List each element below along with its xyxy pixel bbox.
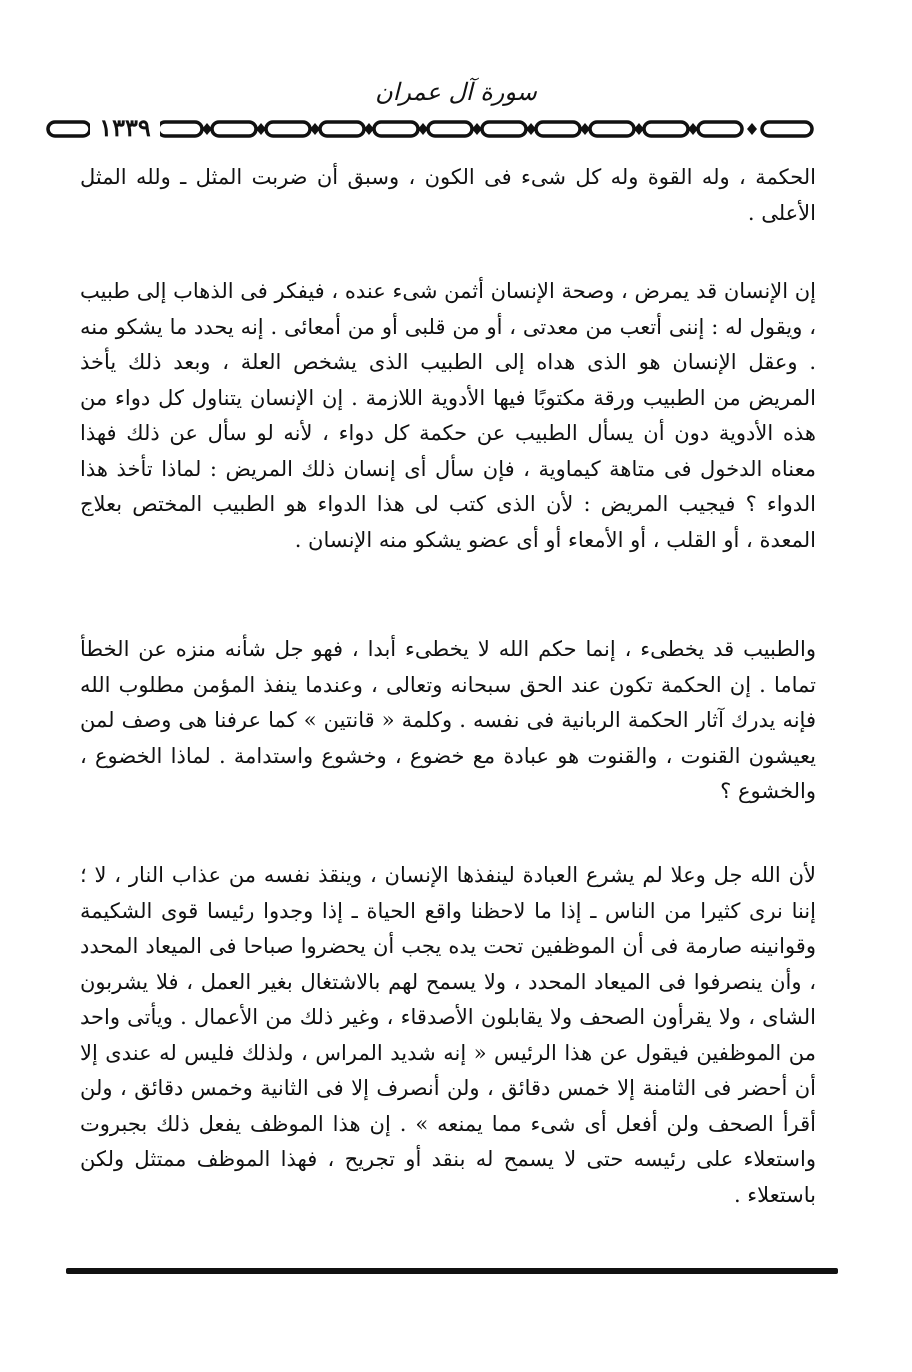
paragraph-2: إن الإنسان قد يمرض ، وصحة الإنسان أثمن شىء عنده ، فيفكر فى الذهاب إلى طبيب ، ويقول له : إننى أتعب من معدتى ، أو من قلبى أو من أمعائى . إنه يحدد ما يشكو منه . وعقل الإنسان هو الذى هداه إلى الطبيب الذى يشخص العلة ، وبعد ذلك يأخذ المريض من الطبيب ورقة مكتوبًا فيها الأدوية اللازمة . إن الإنسان يتناول كل دواء من هذه الأدوية دون أن يسأل الطبيب عن حكمة كل دواء ، لأنه لو سأل عن ذلك فهذا معناه الدخول فى متاهة كيماوية ، فإن سأل أى إنسان ذلك المريض : لماذا تأخذ هذا الدواء ؟ فيجيب المريض : لأن الذى كتب لى هذا الدواء هو الطبيب المختص بعلاج المعدة ، أو القلب ، أو الأمعاء أو أى عضو يشكو منه الإنسان . bbox=[80, 279, 816, 552]
surah-title: سورة آل عمران bbox=[375, 78, 537, 106]
paragraph-3: والطبيب قد يخطىء ، إنما حكم الله لا يخطىء أبدا ، فهو جل شأنه منزه عن الخطأ تماما . إن الحكمة تكون عند الحق سبحانه وتعالى ، وعندما ينفذ المؤمن مطلوب الله فإنه يدرك آثار الحكمة الربانية فى نفسه . وكلمة « قانتين » كما عرفنا هى وصف لمن يعيشون القنوت ، والقنوت هو عبادة مع خضوع ، وخشوع واستدامة . لماذا الخضوع ، والخشوع ؟ bbox=[80, 637, 816, 803]
page-number: ١٣٣٩ bbox=[90, 113, 160, 143]
paragraph-1: الحكمة ، وله القوة وله كل شىء فى الكون ، وسبق أن ضربت المثل ـ ولله المثل الأعلى . bbox=[80, 165, 816, 225]
ornamental-border bbox=[46, 114, 818, 144]
bottom-rule bbox=[66, 1268, 838, 1274]
paragraph-4: لأن الله جل وعلا لم يشرع العبادة لينفذها الإنسان ، وينقذ نفسه من عذاب النار ، لا ؛ إننا نرى كثيرا من الناس ـ إذا ما لاحظنا واقع الحياة ـ إذا وجدوا رئيسا قوى الشكيمة وقوانينه صارمة فى أن الموظفين تحت يده يجب أن يحضروا صباحا فى الميعاد المحدد ، وأن ينصرفوا فى الميعاد المحدد ، ولا يسمح لهم بالاشتغال بغير العمل ، فلا يشربون الشاى ، ولا يقرأون الصحف ولا يقابلون الأصدقاء ، وغير ذلك من الأعمال . ويأتى واحد من الموظفين فيقول عن هذا الرئيس « إنه شديد المراس ، ولذلك فليس له عندى إلا أن أحضر فى الثامنة إلا خمس دقائق ، ولن أنصرف إلا فى الثانية وخمس دقائق ، ولن أقرأ الصحف ولن أفعل أى شىء مما يمنعه » . إن هذا الموظف يفعل ذلك بجبروت واستعلاء على رئيسه حتى لا يسمح له بنقد أو تجريح ، فهذا الموظف ممتثل ولكن باستعلاء . bbox=[80, 863, 816, 1207]
